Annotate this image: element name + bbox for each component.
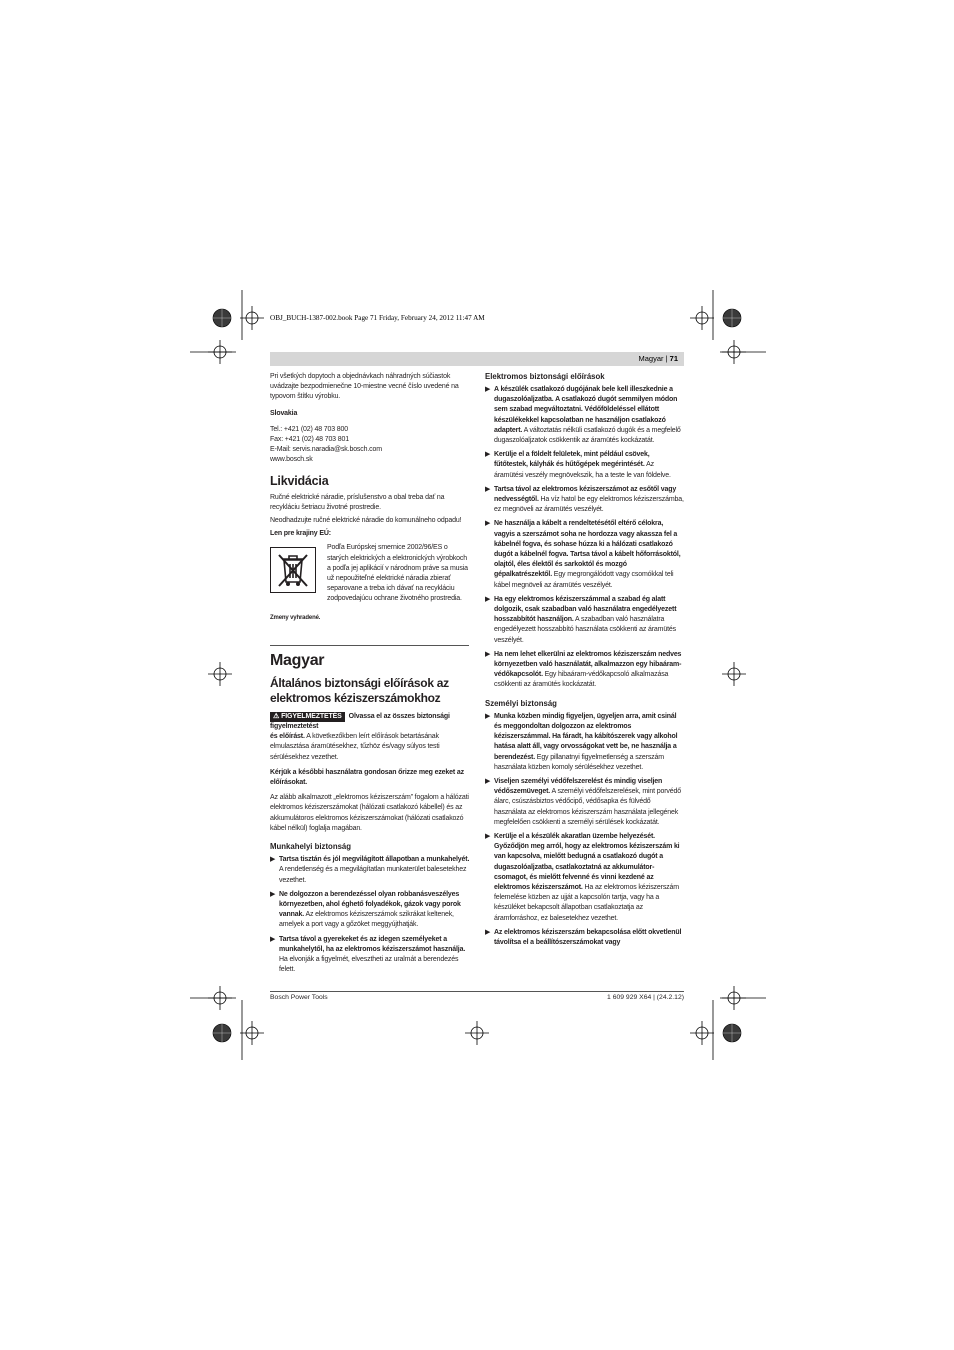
- contact-email: E-Mail: servis.naradia@sk.bosch.com: [270, 446, 382, 454]
- list-item: [485, 832, 684, 924]
- page-reference: [639, 354, 678, 363]
- warning-bold-text-2: és előírást.: [270, 733, 305, 741]
- print-file-header: OBJ_BUCH-1387-002.book Page 71 Friday, February 24, 2012 11:47 AM: [270, 314, 485, 322]
- arrow-bullet-icon: ▶: [485, 777, 491, 785]
- warning-text: A következőkben leírt előírások betartásának elmulasztása áramütésekhez, tűzhöz és/vagy súlyos testi sérülésekhez vezethet.: [270, 733, 440, 761]
- contact-web: www.bosch.sk: [270, 456, 313, 464]
- item-bold: Munka közben mindig figyeljen, ügyeljen arra, amit csinál és meggondoltan dolgozzon az elektromos kéziszerszámmal. Ha fáradt, ha kábítószerek vagy alkohol hatása alatt áll, vagy orvosságokat vett be, ne használja a berendezést.: [494, 712, 678, 761]
- item-bold: Ne használja a kábelt a rendeltetésétől eltérő célokra, vagyis a szerszámot soha ne hordozza vagy akassza fel a kábelnél fogva, és sohase húzza ki a hálózati csatlakozó dugót a kábelnél fogva. Tartsa távol a kábelt hőforrásoktól, olajtól, éles élektől és sarkoktól és mozgó gépalkatrészektől.: [494, 520, 681, 579]
- personal-list: [485, 712, 684, 948]
- list-item: [485, 928, 684, 948]
- header-section: Magyar: [638, 354, 664, 363]
- item-text: A változtatás nélküli csatlakozó dugók és a megfelelő dugaszolóaljzatok csökkentik az áramütés kockázatát.: [494, 426, 681, 445]
- item-text: Ha az elektromos kéziszerszám felemelése közben az ujját a kapcsolón tartja, vagy ha a készüléket bekapcsolt állapotban csatlakoztatja az áramforráshoz, ez balesetekhez vezethet.: [494, 883, 679, 922]
- arrow-bullet-icon: ▶: [485, 485, 491, 493]
- item-bold: Kerülje el a készülék akaratlan üzembe helyezését. Győződjön meg arról, hogy az elektromos kéziszerszám ki van kapcsolva, mielőtt bedugná a csatlakozó dugót a dugaszolóaljzatba, csatlakoztatná az akkumulátor-csomagot, és mielőtt felvenné és vinni kezdené az elektromos kéziszerszámot.: [494, 832, 680, 891]
- list-item: [485, 519, 684, 590]
- list-item: [270, 935, 470, 976]
- warning-triangle-icon: ⚠: [273, 712, 280, 720]
- item-bold: Tartsa tisztán és jól megvilágított állapotban a munkahelyét.: [279, 856, 470, 864]
- page-footer: [270, 991, 684, 1001]
- arrow-bullet-icon: ▶: [270, 856, 276, 864]
- general-safety-heading: Általános biztonsági előírások az elektromos kéziszerszámokhoz: [270, 675, 449, 705]
- contact-fax: Fax: +421 (02) 48 703 801: [270, 436, 349, 444]
- electrical-list: [485, 385, 684, 691]
- list-item: [270, 890, 470, 931]
- arrow-bullet-icon: ▶: [485, 928, 491, 936]
- item-text: Ha víz hatol be egy elektromos kéziszerszámba, ez megnöveli az áramütés veszélyét.: [494, 496, 684, 514]
- item-text: A személyi védőfelszerelések, mint porvédő álarc, csúszásbiztos védőcipő, védősapka és fülvédő használata az elektromos kéziszerszám használata jellegének megfelelően csökkenti a személyi sérülések kockázatát.: [494, 788, 682, 826]
- arrow-bullet-icon: ▶: [485, 451, 491, 459]
- arrow-bullet-icon: ▶: [485, 650, 491, 658]
- list-item: [485, 777, 684, 828]
- item-bold: Az elektromos kéziszerszám bekapcsolása előtt okvetlenül távolítsa el a beállítószerszámokat vagy: [494, 928, 682, 946]
- arrow-bullet-icon: ▶: [485, 386, 491, 393]
- item-text: Az elektromos kéziszerszámok szikrákat keltenek, amelyek a port vagy a gőzöket meggyújthatják.: [279, 911, 454, 929]
- arrow-bullet-icon: ▶: [485, 712, 491, 720]
- arrow-bullet-icon: ▶: [485, 832, 491, 840]
- item-text: Egy hibaáram-védőkapcsoló alkalmazása csökkenti az áramütés kockázatát.: [494, 671, 669, 689]
- item-bold: Tartsa távol az elektromos kéziszerszámot az esőtől vagy nedvességtől.: [494, 485, 677, 504]
- list-item: [485, 595, 684, 646]
- footer-doc-number: 1 609 929 X64 | (24.2.12): [607, 994, 684, 1001]
- warning-label: FIGYELMEZTETÉS: [281, 712, 342, 720]
- arrow-bullet-icon: ▶: [485, 595, 491, 603]
- page-number: 71: [669, 354, 678, 363]
- right-column: [485, 372, 684, 952]
- page-header-bar: [270, 352, 684, 366]
- workplace-safety-heading: Munkahelyi biztonság: [270, 842, 352, 852]
- personal-safety-heading: Személyi biztonság: [485, 698, 557, 708]
- header-separator: |: [663, 354, 670, 363]
- workplace-list: [270, 855, 470, 975]
- arrow-bullet-icon: ▶: [270, 890, 276, 898]
- country-name: Slovakia: [270, 409, 298, 417]
- item-text: Ha elvonják a figyelmét, elvesztheti az uralmát a berendezés felett.: [279, 955, 459, 974]
- list-item: [485, 650, 684, 691]
- item-bold: Ha egy elektromos kéziszerszámmal a szabad ég alatt dolgozik, csak szabadban való használatra engedélyezett hosszabbítót használjon.: [494, 595, 677, 624]
- section-divider: [270, 645, 469, 646]
- list-item: [485, 712, 684, 773]
- weee-block: [270, 543, 470, 604]
- list-item: [270, 855, 470, 886]
- intro-paragraph: Pri všetkých dopytoch a objednávkach náhradných súčiastok uvádzajte bezpodmienečne 10-miestne vecné číslo uvedené na typovom štítku výrobku.: [270, 373, 459, 401]
- changes-reserved: Zmeny vyhradené.: [270, 614, 321, 621]
- arrow-bullet-icon: ▶: [485, 520, 491, 528]
- item-bold: Tartsa távol a gyerekeket és az idegen személyeket a munkahelytől, ha az elektromos kéziszerszámot használja.: [279, 935, 466, 953]
- magyar-heading: Magyar: [270, 651, 325, 669]
- eu-only-label: Len pre krajiny EÚ:: [270, 530, 331, 538]
- weee-paragraph: Podľa Európskej smernice 2002/96/ES o starých elektrických a elektronických výrobkoch a podľa jej aplikácií v národnom práve sa musia už nepoužiteľné elektrické náradia zbierať separovane a treba ich dávať na recykláciu zodpovedajúcu ochrane životného prostredia.: [327, 544, 468, 603]
- item-text: Egy pillanatnyi figyelmetlenség a szerszám használata közben komoly sérülésekhez vezethet.: [494, 753, 664, 771]
- contact-tel: Tel.: +421 (02) 48 703 800: [270, 425, 349, 433]
- left-column: [270, 372, 470, 979]
- arrow-bullet-icon: ▶: [270, 935, 276, 943]
- item-bold: Kerülje el a földelt felületek, mint például csövek, fűtőtestek, kályhák és hűtőgépek megérintését.: [494, 451, 650, 469]
- item-text: A szabadban való használatra engedélyezett hosszabbító használata csökkenti az áramütés veszélyét.: [494, 616, 676, 644]
- term-definition: Az alább alkalmazott „elektromos kéziszerszám” fogalom a hálózati elektromos kéziszerszámokat (hálózati csatlakozó kábellel) és az akkumulátoros elektromos kéziszerszámokat (hálózati csatlakozó kábel nélkül) foglalja magában.: [270, 794, 469, 832]
- electrical-safety-heading: Elektromos biztonsági előírások: [485, 372, 605, 381]
- item-text: Egy megrongálódott vagy csomókkal teli kábel megnöveli az áramütés veszélyét.: [494, 571, 674, 589]
- likvidacia-paragraph-1: Ručné elektrické náradie, príslušenstvo a obal treba dať na recykláciu šetriacu životné prostredie.: [270, 493, 445, 511]
- item-text: A rendetlenség és a megvilágítatlan munkaterület balesetekhez vezethet.: [279, 866, 467, 884]
- item-bold: Ha nem lehet elkerülni az elektromos kéziszerszám nedves környezetben való használatát, alkalmazzon egy hibaáram-védőkapcsolót.: [494, 650, 682, 679]
- likvidacia-paragraph-2: Neodhadzujte ručné elektrické náradie do komunálneho odpadu!: [270, 517, 462, 525]
- item-bold: A készülék csatlakozó dugójának bele kell illeszkednie a dugaszolóaljzatba. A csatlakozó dugót semmilyen módon sem szabad megváltoztatni. Védőföldeléssel ellátott készülékekkel kapcsolatban ne használjon csatlakozó adaptert.: [494, 386, 678, 434]
- warning-badge: [270, 712, 345, 722]
- keep-instructions: Kérjük a későbbi használatra gondosan őrizze meg ezeket az előírásokat.: [270, 768, 464, 787]
- crossed-bin-icon: [270, 547, 316, 593]
- item-text: Az áramütési veszély megnövekszik, ha a teste le van földelve.: [494, 461, 671, 479]
- footer-brand: Bosch Power Tools: [270, 994, 328, 1001]
- item-bold: Viseljen személyi védőfelszerelést és mindig viseljen védőszemüveget.: [494, 777, 663, 796]
- warning-bold-text: Olvassa el az összes biztonsági figyelmeztetést: [270, 712, 450, 731]
- likvidacia-heading: Likvidácia: [270, 473, 329, 488]
- list-item: [485, 385, 684, 446]
- warning-paragraph: [270, 712, 470, 763]
- item-bold: Ne dolgozzon a berendezéssel olyan robbanásveszélyes környezetben, ahol éghető folyadékok, gázok vagy porok vannak.: [279, 890, 461, 919]
- list-item: [485, 450, 684, 481]
- list-item: [485, 485, 684, 516]
